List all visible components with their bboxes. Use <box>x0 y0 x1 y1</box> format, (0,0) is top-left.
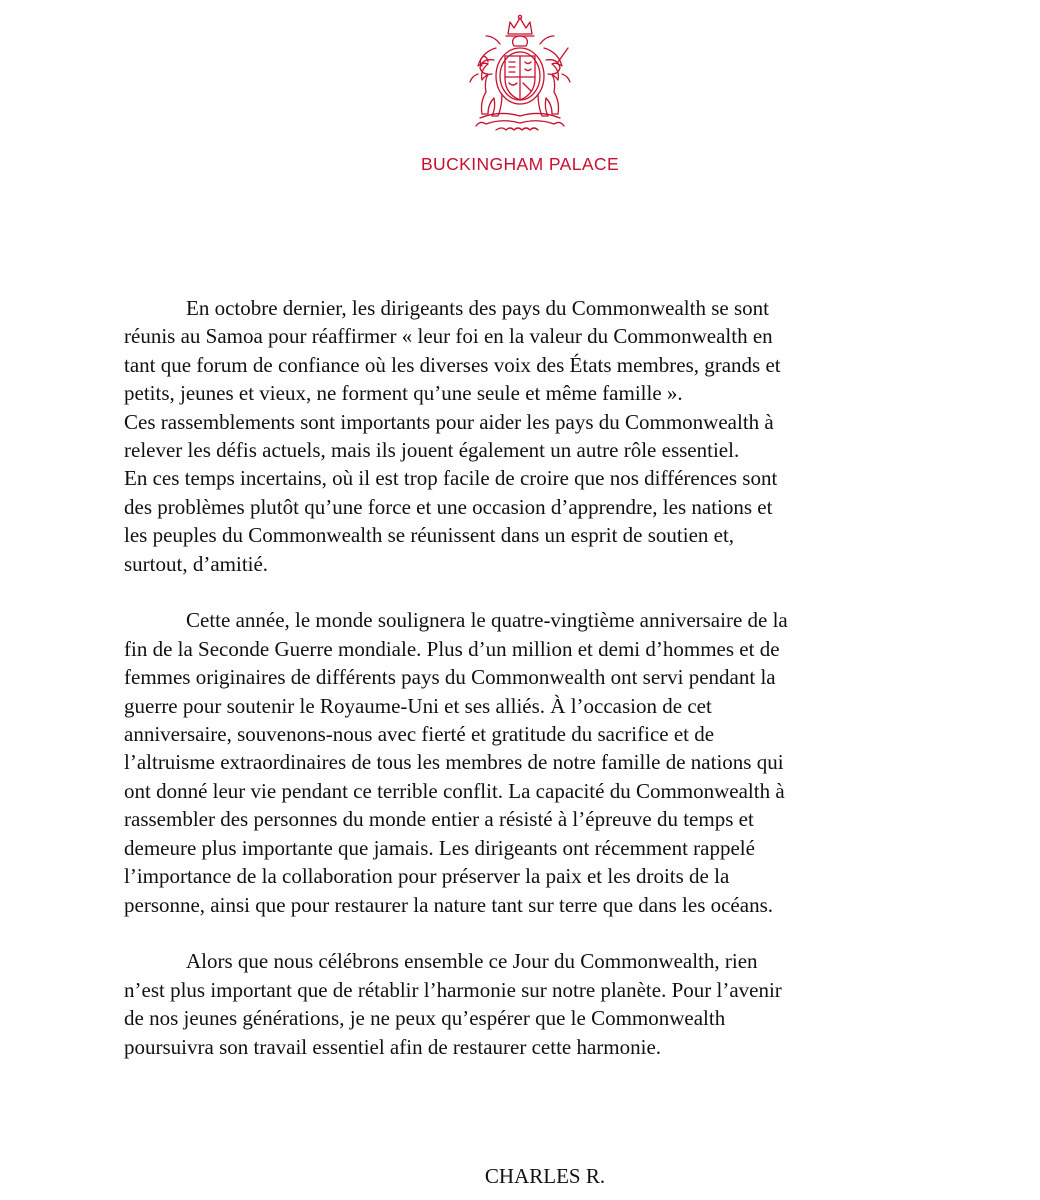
letter-paragraph <box>124 947 924 1061</box>
text-line: demeure plus importante que jamais. Les dirigeants ont récemment rappelé <box>124 835 755 860</box>
text-line: des problèmes plutôt qu’une force et une occasion d’apprendre, les nations et <box>124 494 773 519</box>
text-line: les peuples du Commonwealth se réunissent dans un esprit de soutien et, <box>124 523 735 548</box>
letter-body <box>124 294 924 1089</box>
text-line: petits, jeunes et vieux, ne forment qu’une seule et même famille ». <box>124 381 683 406</box>
royal-coat-of-arms-icon <box>456 14 584 136</box>
text-line: réunis au Samoa pour réaffirmer « leur foi en la valeur du Commonwealth en <box>124 324 773 349</box>
text-line: femmes originaires de différents pays du Commonwealth ont servi pendant la <box>124 665 776 690</box>
text-line: relever les défis actuels, mais ils jouent également un autre rôle essentiel. <box>124 438 740 463</box>
text-line: l’importance de la collaboration pour préserver la paix et les droits de la <box>124 864 730 889</box>
letter-paragraph <box>124 294 924 578</box>
text-line: Ces rassemblements sont importants pour aider les pays du Commonwealth à <box>124 409 774 434</box>
text-line: n’est plus important que de rétablir l’harmonie sur notre planète. Pour l’avenir <box>124 977 782 1002</box>
text-line: En octobre dernier, les dirigeants des pays du Commonwealth se sont <box>186 296 769 320</box>
text-line: guerre pour soutenir le Royaume-Uni et ses alliés. À l’occasion de cet <box>124 693 712 718</box>
text-line: Alors que nous célébrons ensemble ce Jour du Commonwealth, rien <box>186 949 758 974</box>
text-line: anniversaire, souvenons-nous avec fierté et gratitude du sacrifice et de <box>124 722 715 747</box>
text-line: surtout, d’amitié. <box>124 551 269 576</box>
text-line: Cette année, le monde soulignera le quatre-vingtième anniversaire de la <box>186 608 788 633</box>
text-line: l’altruisme extraordinaires de tous les membres de notre famille de nations qui <box>124 750 784 775</box>
letterhead-title: BUCKINGHAM PALACE <box>420 154 620 174</box>
text-line: En ces temps incertains, où il est trop facile de croire que nos différences sont <box>124 466 778 491</box>
text-line: rassembler des personnes du monde entier a résisté à l’épreuve du temps et <box>124 807 754 832</box>
text-line: ont donné leur vie pendant ce terrible conflit. La capacité du Commonwealth à <box>124 778 785 803</box>
letter-paragraph <box>124 606 924 918</box>
text-line: de nos jeunes générations, je ne peux qu’espérer que le Commonwealth <box>124 1006 726 1031</box>
signature: CHARLES R. <box>484 1164 606 1188</box>
text-line: poursuivra son travail essentiel afin de restaurer cette harmonie. <box>124 1034 662 1059</box>
text-line: fin de la Seconde Guerre mondiale. Plus d’un million et demi d’hommes et de <box>124 636 780 661</box>
text-line: personne, ainsi que pour restaurer la nature tant sur terre que dans les océans. <box>124 892 774 917</box>
text-line: tant que forum de confiance où les diverses voix des États membres, grands et <box>124 352 781 377</box>
